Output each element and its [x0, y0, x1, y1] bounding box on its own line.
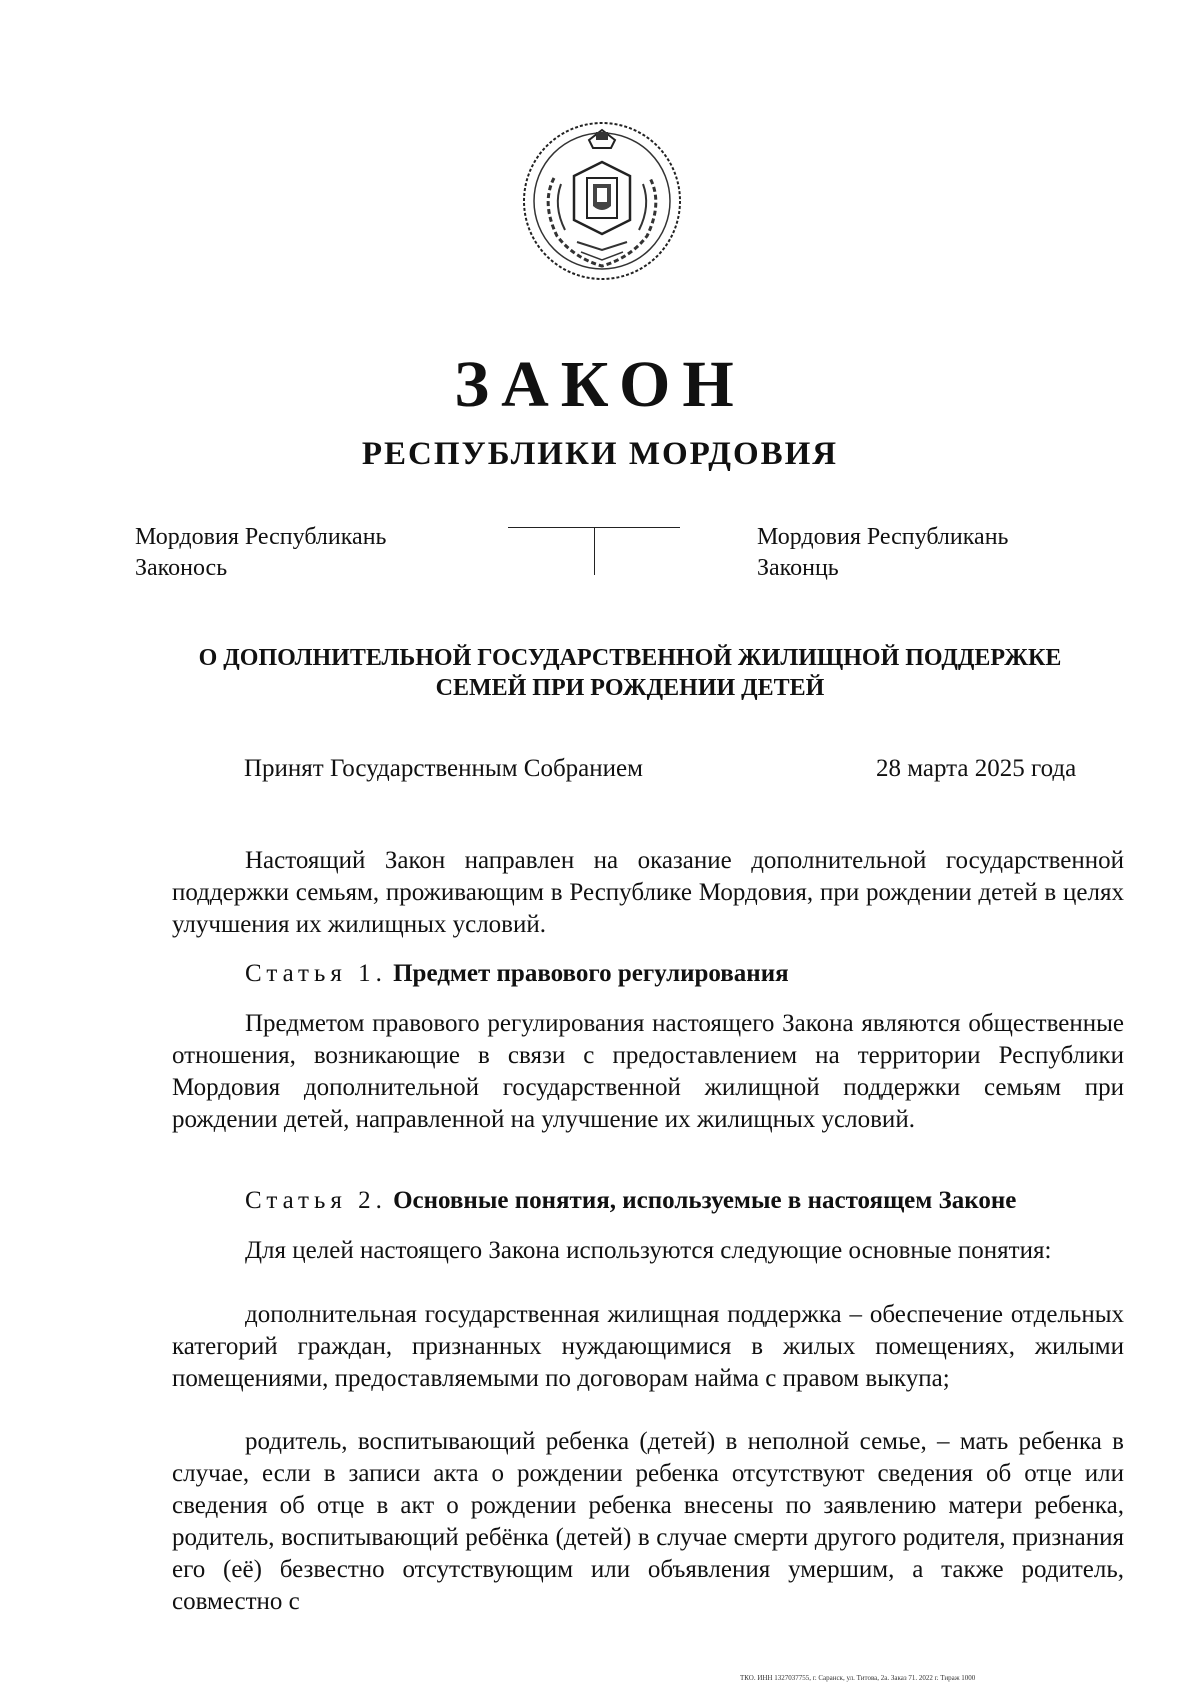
- article-1-paragraph: [172, 1008, 1124, 1136]
- article-2-paragraph-1: [172, 1235, 1124, 1267]
- left-caption-line-2: Законось: [135, 555, 228, 581]
- printing-imprint: ТКО. ИНН 1327037755, г. Саранск, ул. Титова, 2а. Заказ 71. 2022 г. Тираж 1000: [740, 1674, 976, 1682]
- law-title: ЗАКОН: [454, 348, 746, 421]
- left-caption-line-1: Мордовия Республикань: [135, 524, 387, 550]
- article-1-title: Предмет правового регулирования: [393, 960, 789, 987]
- article-1-paragraph-text: Предметом правового регулирования настоящего Закона являются общественные отношения, возникающие в связи с предоставлением на территории Республики Мордовия дополнительной государственной жилищной поддержки семьям при рождении детей, направленной на улучшение их жилищных условий.: [172, 1010, 1124, 1133]
- article-2-title: Основные понятия, используемые в настоящем Законе: [393, 1187, 1017, 1214]
- document-heading: [170, 643, 1090, 703]
- header-divider-vertical: [594, 527, 595, 575]
- article-2-paragraph-3-text: родитель, воспитывающий ребенка (детей) в неполной семье, – мать ребенка в случае, если в записи акта о рождении ребенка отсутствуют сведения об отце или сведения об отце в акт о рождении ребенка внесены по заявлению матери ребенка, родитель, воспитывающий ребёнка (детей) в случае смерти другого родителя, признания его (её) безвестно отсутствующим или объявления умершим, а также родитель, совместно с: [172, 1428, 1124, 1615]
- document-heading-line-2: СЕМЕЙ ПРИ РОЖДЕНИИ ДЕТЕЙ: [435, 675, 825, 701]
- adoption-date: 28 марта 2025 года: [876, 755, 1077, 782]
- right-caption-line-1: Мордовия Республикань: [757, 524, 1009, 550]
- document-heading-line-1: О ДОПОЛНИТЕЛЬНОЙ ГОСУДАРСТВЕННОЙ ЖИЛИЩНОЙ ПОДДЕРЖКЕ: [198, 645, 1062, 671]
- article-1-heading: [245, 958, 789, 990]
- article-2-paragraph-2: [172, 1299, 1124, 1395]
- article-2-label: Статья 2.: [245, 1187, 387, 1214]
- preamble-text: Настоящий Закон направлен на оказание дополнительной государственной поддержки семьям, проживающим в Республике Мордовия, при рождении детей в целях улучшения их жилищных условий.: [172, 847, 1124, 938]
- article-1-label: Статья 1.: [245, 960, 387, 987]
- article-2-paragraph-1-text: Для целей настоящего Закона используются следующие основные понятия:: [245, 1237, 1052, 1264]
- law-subtitle: РЕСПУБЛИКИ МОРДОВИЯ: [361, 436, 839, 472]
- adopted-by: Принят Государственным Собранием: [244, 755, 643, 782]
- left-caption: [135, 522, 386, 584]
- right-caption: [757, 522, 1008, 584]
- article-2-heading: [245, 1185, 1016, 1217]
- right-caption-line-2: Законць: [757, 555, 839, 581]
- coat-of-arms-seal-icon: [519, 118, 685, 284]
- article-2-paragraph-2-text: дополнительная государственная жилищная поддержка – обеспечение отдельных категорий граждан, признанных нуждающимися в жилых помещениях, жилыми помещениями, предоставляемыми по договорам найма с правом выкупа;: [172, 1301, 1124, 1392]
- article-2-paragraph-3: [172, 1426, 1124, 1618]
- preamble-paragraph: [172, 845, 1124, 941]
